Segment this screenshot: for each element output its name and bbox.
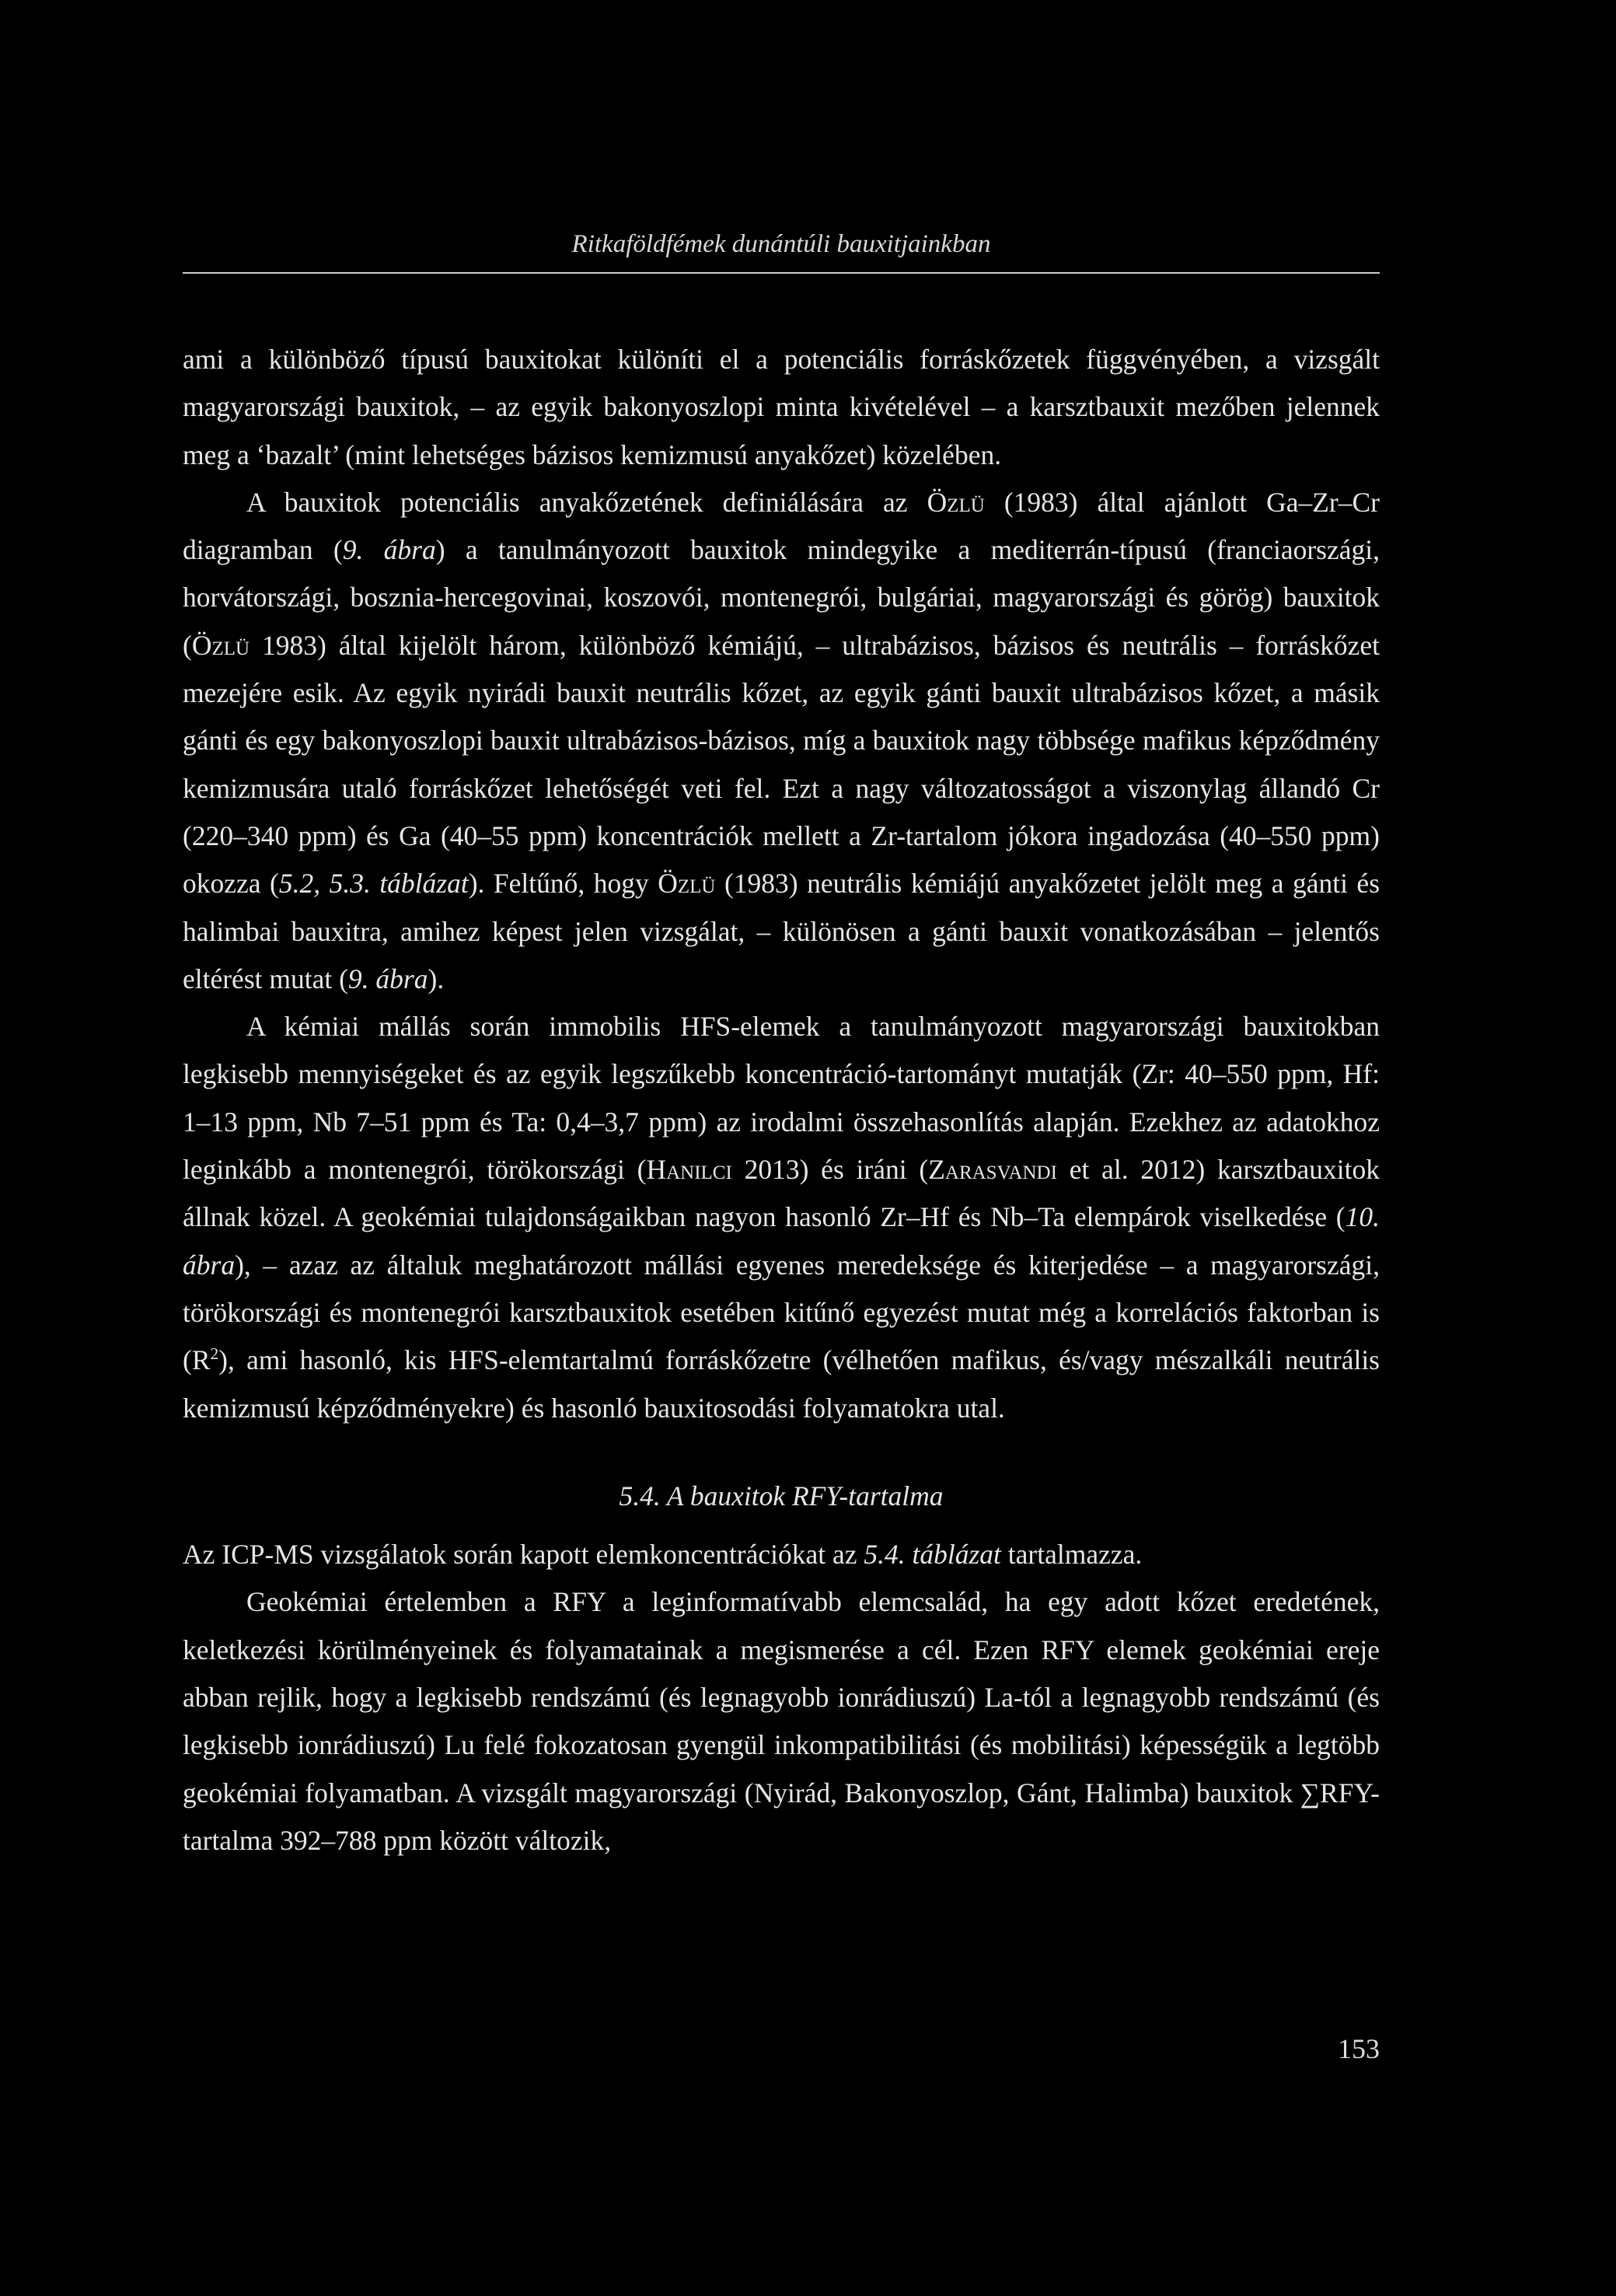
superscript: 2 <box>210 1344 219 1364</box>
paragraph-4: Az ICP-MS vizsgálatok során kapott elemkoncentrációkat az 5.4. táblázat tartalmazza. <box>183 1539 1143 1571</box>
body-text <box>183 336 1380 1864</box>
running-header: Ritkaföldfémek dunántúli bauxitjainkban <box>571 230 991 258</box>
citation-zarasvandi: Zarasvandi <box>928 1154 1057 1186</box>
citation-ozlu: Özlü <box>927 486 985 518</box>
page-number: 153 <box>1338 2033 1380 2064</box>
citation-ozlu: Özlü <box>658 868 716 900</box>
figure-ref: 10. ábra <box>183 1201 1380 1281</box>
table-ref: 5.4. táblázat <box>864 1539 1001 1571</box>
figure-ref: 9. ábra <box>342 534 436 566</box>
paragraph-1: ami a különböző típusú bauxitokat különíti el a potenciális forráskőzetek függvényében, a vizsgált magyarországi bauxitok, – az egyik bakonyoszlopi minta kivételével – a karsztbauxit mezőben jelennek meg a ‘bazalt’ (mint lehetséges bázisos kemizmusú anyakőzet) közelében. <box>183 344 1380 470</box>
paragraph-5: Geokémiai értelemben a RFY a leginformatívabb elemcsalád, ha egy adott kőzet eredetének, keletkezési körülményeinek és folyamatainak a megismerése a cél. Ezen RFY elemek geokémiai ereje abban rejlik, hogy a legkisebb rendszámú (és legnagyobb ionrádiuszú) La-tól a legnagyobb rendszámú (és legkisebb ionrádiuszú) Lu felé fokozatosan gyengül inkompatibilitási (és mobilitási) képességük a legtöbb geokémiai folyamatban. A vizsgált magyarországi (Nyirád, Bakonyoszlop, Gánt, Halimba) bauxitok ∑RFY-tartalma 392–788 ppm között változik, <box>183 1586 1380 1856</box>
header-rule <box>183 272 1380 274</box>
section-heading: 5.4. A bauxitok RFY-tartalma <box>619 1480 944 1511</box>
citation-ozlu: Özlü <box>191 629 250 661</box>
table-ref: 5.2, 5.3. táblázat <box>278 868 469 900</box>
citation-hanilci: Hanilci <box>646 1154 732 1186</box>
paragraph-2: A bauxitok potenciális anyakőzetének definiálására az Özlü (1983) által ajánlott Ga–Zr–Cr diagramban (9. ábra) a tanulmányozott bauxitok mindegyike a mediterrán-típusú (franciaországi, horvátországi, bosznia-hercegovinai, koszovói, montenegrói, bulgáriai, magyarországi és görög) bauxitok (Özlü 1983) által kijelölt három, különböző kémiájú, – ultrabázisos, bázisos és neutrális – forráskőzet mezejére esik. Az egyik nyirádi bauxit neutrális kőzet, az egyik gánti bauxit ultrabázisos kőzet, a másik gánti és egy bakonyoszlopi bauxit ultrabázisos-bázisos, míg a bauxitok nagy többsége mafikus képződmény kemizmusára utaló forráskőzet lehetőségét veti fel. Ezt a nagy változatosságot a viszonylag állandó Cr (220–340 ppm) és Ga (40–55 ppm) koncentrációk mellett a Zr-tartalom jókora ingadozása (40–550 ppm) okozza (5.2, 5.3. táblázat). Feltűnő, hogy Özlü (1983) neutrális kémiájú anyakőzetet jelölt meg a gánti és halimbai bauxitra, amihez képest jelen vizsgálat, – különösen a gánti bauxit vonatkozásában – jelentős eltérést mutat (9. ábra). <box>183 486 1380 994</box>
paragraph-3: A kémiai mállás során immobilis HFS-elemek a tanulmányozott magyarországi bauxitokban legkisebb mennyiségeket és az egyik legszűkebb koncentráció-tartományt mutatják (Zr: 40–550 ppm, Hf: 1–13 ppm, Nb 7–51 ppm és Ta: 0,4–3,7 ppm) az irodalmi összehasonlítás alapján. Ezekhez az adatokhoz leginkább a montenegrói, törökországi (Hanilci 2013) és iráni (Zarasvandi et al. 2012) karsztbauxitok állnak közel. A geokémiai tulajdonságaikban nagyon hasonló Zr–Hf és Nb–Ta elempárok viselkedése (10. ábra), – azaz az általuk meghatározott mállási egyenes meredeksége és kiterjedése – a magyarországi, törökországi és montenegrói karsztbauxitok esetében kitűnő egyezést mutat még a korrelációs faktorban is $(R^2)$, ami hasonló, kis HFS-elemtartalmú forráskőzetre (vélhetően mafikus, és/vagy mészalkáli neutrális kemizmusú képződményekre) és hasonló bauxitosodási folyamatokra utal. <box>183 1011 1380 1424</box>
figure-ref: 9. ábra <box>347 963 428 994</box>
